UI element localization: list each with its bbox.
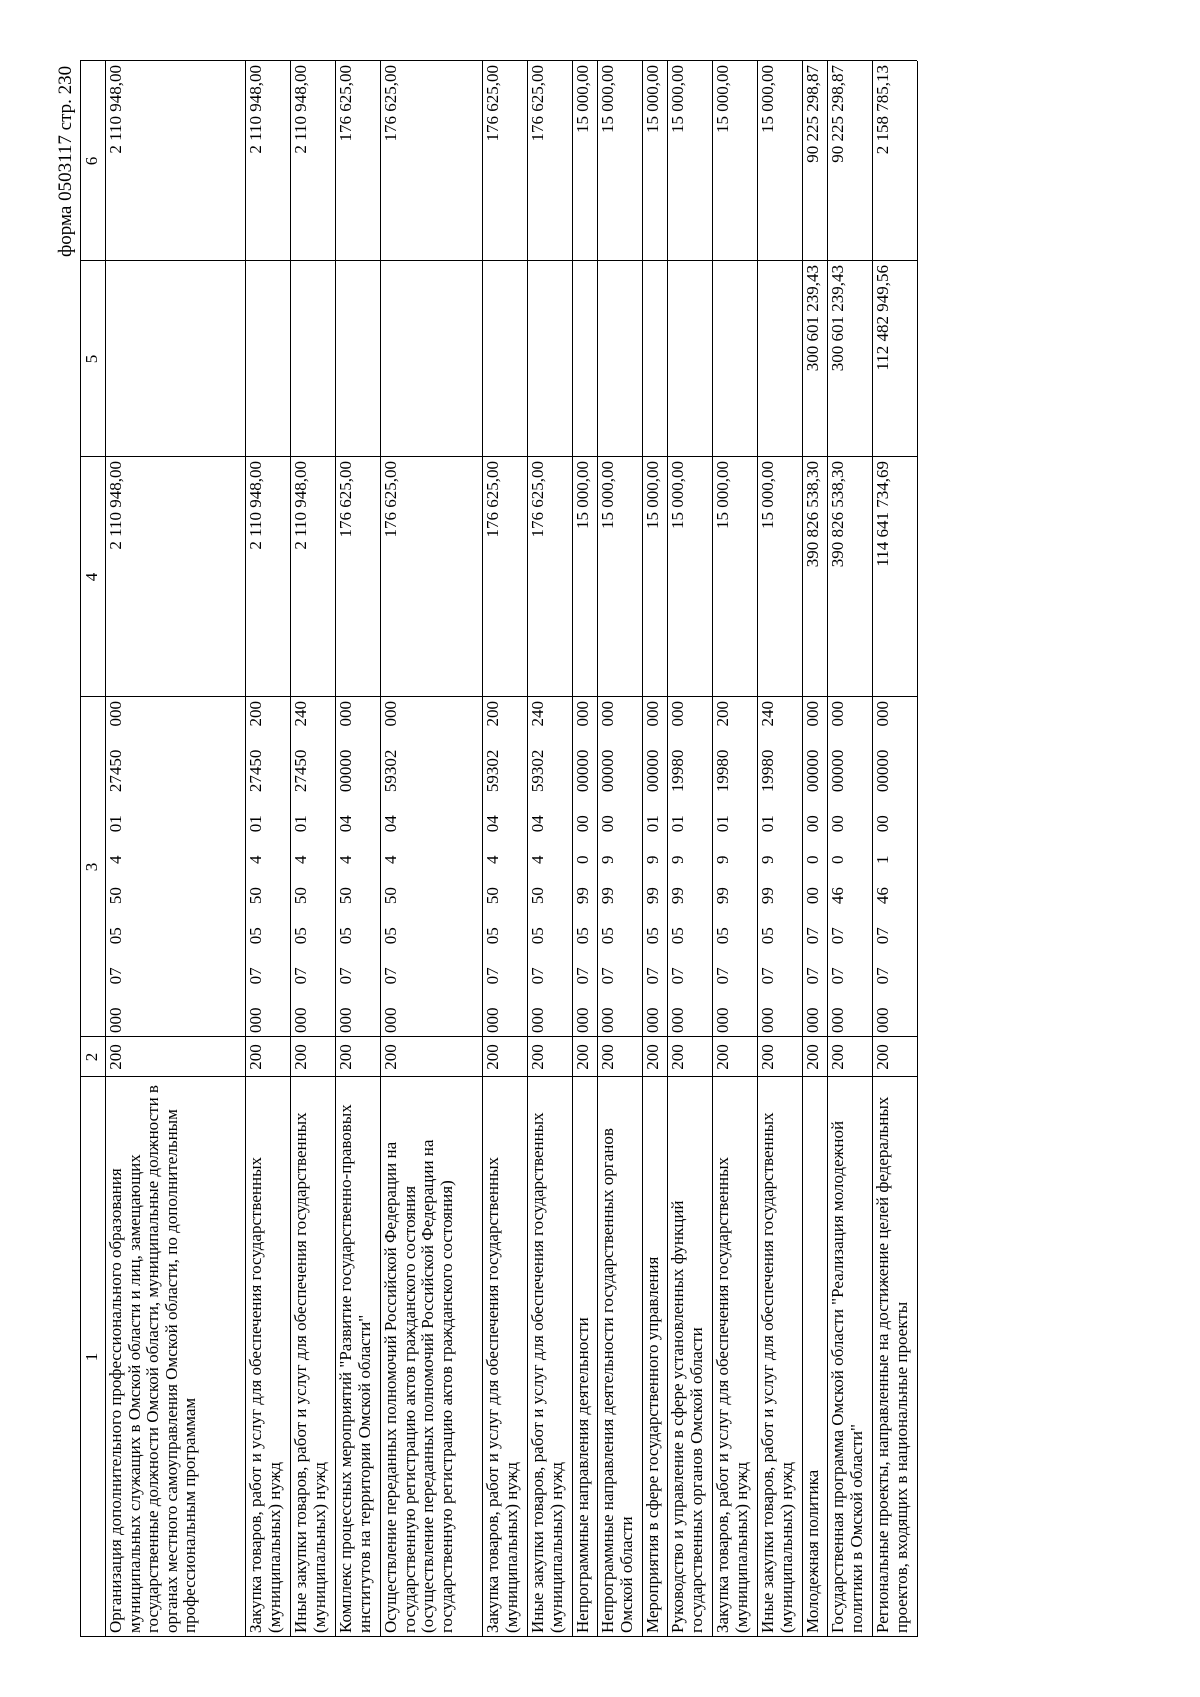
code-part: 00 <box>873 815 892 833</box>
table-rule-horizontal <box>80 61 81 1637</box>
code-part: 05 <box>246 927 265 945</box>
table-cell-code <box>245 697 290 1037</box>
code-part: 99 <box>713 887 732 905</box>
table-cell-name: Иные закупки товаров, работ и услуг для обеспечения государственных (муниципальных) нужд <box>758 1112 796 1633</box>
budget-code <box>292 701 311 1033</box>
table-cell-name: Мероприятия в сфере государственного управления <box>643 1256 662 1633</box>
code-part: 01 <box>643 815 662 833</box>
table-cell-approved: 15 000,00 <box>573 461 592 529</box>
header-cell: 4 <box>82 572 101 582</box>
table-cell-line: 200 <box>528 1044 547 1070</box>
code-part: 000 <box>106 701 125 727</box>
table-rule-vertical <box>80 260 917 261</box>
code-part: 59302 <box>381 749 400 793</box>
table-cell-unexecuted: 15 000,00 <box>598 65 617 133</box>
table-cell-unexecuted: 15 000,00 <box>713 65 732 133</box>
table-cell-line: 200 <box>873 1044 892 1070</box>
budget-code <box>804 701 823 1033</box>
table-cell-code <box>527 697 572 1037</box>
code-part: 4 <box>381 855 400 864</box>
table-cell-code <box>335 697 380 1037</box>
code-part: 07 <box>291 967 310 985</box>
table-cell-code <box>802 697 827 1037</box>
table-cell-executed <box>712 261 757 457</box>
table-cell-unexecuted: 15 000,00 <box>668 65 687 133</box>
table-cell-name: Иные закупки товаров, работ и услуг для обеспечения государственных (муниципальных) нужд <box>528 1112 566 1633</box>
code-part: 04 <box>528 815 547 833</box>
table-cell-unexecuted: 2 158 785,13 <box>873 65 892 155</box>
table-cell-line: 200 <box>573 1044 592 1070</box>
table-rule-vertical <box>80 1036 917 1037</box>
table-cell-line: 200 <box>106 1044 125 1070</box>
code-part: 4 <box>483 855 502 864</box>
code-part: 05 <box>483 927 502 945</box>
table-cell-name: Государственная программа Омской области "Реализация молодежной политики в Омской области" <box>828 1120 866 1633</box>
code-part: 07 <box>483 967 502 985</box>
budget-table <box>80 61 917 1637</box>
table-rule-horizontal <box>335 61 336 1637</box>
table-cell-name: Региональные проекты, направленные на достижение целей федеральных проектов, входящих в национальные проекты <box>873 1096 911 1633</box>
code-part: 05 <box>713 927 732 945</box>
code-part: 000 <box>291 1007 310 1033</box>
table-rule-horizontal <box>757 61 758 1637</box>
budget-code <box>529 701 548 1033</box>
code-part: 07 <box>713 967 732 985</box>
table-cell-code <box>380 697 482 1037</box>
code-part: 000 <box>803 1007 822 1033</box>
table-rule-vertical <box>80 696 917 697</box>
code-part: 50 <box>528 887 547 905</box>
code-part: 00000 <box>873 749 892 793</box>
table-cell-executed <box>572 261 597 457</box>
table-cell-approved: 2 110 948,00 <box>106 461 125 550</box>
table-rule-horizontal <box>872 61 873 1637</box>
code-part: 07 <box>528 967 547 985</box>
code-part: 99 <box>668 887 687 905</box>
table-cell-code <box>482 697 527 1037</box>
budget-code <box>484 701 503 1033</box>
table-rule-horizontal <box>667 61 668 1637</box>
table-cell-line: 200 <box>246 1044 265 1070</box>
table-cell-line: 200 <box>381 1044 400 1070</box>
table-cell-executed <box>105 261 245 457</box>
code-part: 01 <box>246 815 265 833</box>
budget-code <box>829 701 848 1033</box>
code-part: 01 <box>291 815 310 833</box>
code-part: 46 <box>828 887 847 905</box>
budget-code <box>759 701 778 1033</box>
code-part: 000 <box>668 701 687 727</box>
code-part: 07 <box>828 927 847 945</box>
code-part: 07 <box>828 967 847 985</box>
table-cell-name: Закупка товаров, работ и услуг для обеспечения государственных (муниципальных) нужд <box>713 1156 751 1633</box>
table-cell-executed <box>667 261 712 457</box>
code-part: 01 <box>106 815 125 833</box>
code-part: 59302 <box>483 749 502 793</box>
table-rule-horizontal <box>482 61 483 1637</box>
code-part: 05 <box>758 927 777 945</box>
code-part: 19980 <box>668 749 687 793</box>
code-part: 01 <box>713 815 732 833</box>
code-part: 000 <box>873 701 892 727</box>
header-cell: 3 <box>82 862 101 872</box>
header-cell: 2 <box>82 1052 101 1062</box>
table-cell-unexecuted: 2 110 948,00 <box>246 65 265 154</box>
table-cell-unexecuted: 2 110 948,00 <box>106 65 125 154</box>
code-part: 000 <box>336 701 355 727</box>
table-cell-line: 200 <box>483 1044 502 1070</box>
code-part: 200 <box>246 701 265 727</box>
table-cell-line: 200 <box>828 1044 847 1070</box>
table-cell-approved: 2 110 948,00 <box>291 461 310 550</box>
table-cell-name: Организация дополнительного профессионального образования муниципальных служащих в Омской области и лиц, замещающих государственные должности Омской области, муниципальные должности в органах местного самоуправления Омской области, по дополнительным профессиональным программам <box>106 1085 199 1633</box>
table-cell-executed: 300 601 239,43 <box>828 265 847 372</box>
table-cell-approved: 2 110 948,00 <box>246 461 265 550</box>
code-part: 000 <box>643 1007 662 1033</box>
code-part: 05 <box>336 927 355 945</box>
code-part: 00000 <box>598 749 617 793</box>
code-part: 07 <box>803 927 822 945</box>
table-cell-executed <box>597 261 642 457</box>
table-cell-approved: 176 625,00 <box>381 461 400 538</box>
table-cell-approved: 176 625,00 <box>528 461 547 538</box>
budget-code <box>874 701 893 1033</box>
table-cell-code <box>597 697 642 1037</box>
code-part: 99 <box>643 887 662 905</box>
code-part: 50 <box>381 887 400 905</box>
table-cell-code <box>105 697 245 1037</box>
code-part: 00 <box>573 815 592 833</box>
table-cell-unexecuted: 176 625,00 <box>381 65 400 142</box>
code-part: 07 <box>758 967 777 985</box>
code-part: 9 <box>713 855 732 864</box>
code-part: 59302 <box>528 749 547 793</box>
code-part: 000 <box>828 701 847 727</box>
code-part: 000 <box>336 1007 355 1033</box>
code-part: 50 <box>336 887 355 905</box>
code-part: 05 <box>668 927 687 945</box>
form-label: форма 0503117 стр. 230 <box>55 65 76 257</box>
code-part: 07 <box>106 967 125 985</box>
table-cell-code <box>827 697 872 1037</box>
code-part: 50 <box>483 887 502 905</box>
code-part: 27450 <box>291 749 310 793</box>
table-cell-approved: 176 625,00 <box>336 461 355 538</box>
code-part: 00000 <box>828 749 847 793</box>
code-part: 04 <box>483 815 502 833</box>
table-rule-horizontal <box>572 61 573 1637</box>
table-rule-horizontal <box>245 61 246 1637</box>
code-part: 000 <box>668 1007 687 1033</box>
table-rule-vertical <box>80 60 917 61</box>
table-cell-approved: 176 625,00 <box>483 461 502 538</box>
table-cell-code <box>290 697 335 1037</box>
code-part: 000 <box>828 1007 847 1033</box>
code-part: 05 <box>643 927 662 945</box>
table-cell-unexecuted: 176 625,00 <box>528 65 547 142</box>
table-rule-vertical <box>80 1076 917 1077</box>
table-cell-approved: 15 000,00 <box>643 461 662 529</box>
code-part: 07 <box>803 967 822 985</box>
header-cell: 1 <box>82 1352 101 1362</box>
code-part: 27450 <box>106 749 125 793</box>
table-cell-executed <box>642 261 667 457</box>
code-part: 07 <box>598 967 617 985</box>
table-cell-approved: 15 000,00 <box>598 461 617 529</box>
code-part: 07 <box>381 967 400 985</box>
table-cell-line: 200 <box>598 1044 617 1070</box>
code-part: 4 <box>246 855 265 864</box>
table-rule-vertical <box>80 1636 917 1637</box>
table-rule-horizontal <box>827 61 828 1637</box>
code-part: 4 <box>106 855 125 864</box>
table-cell-name: Непрограммные направления деятельности <box>573 1317 592 1633</box>
table-cell-unexecuted: 176 625,00 <box>336 65 355 142</box>
code-part: 07 <box>873 927 892 945</box>
code-part: 07 <box>336 967 355 985</box>
code-part: 000 <box>381 1007 400 1033</box>
header-cell: 5 <box>82 354 101 364</box>
table-cell-approved: 15 000,00 <box>758 461 777 529</box>
code-part: 000 <box>598 1007 617 1033</box>
table-cell-unexecuted: 176 625,00 <box>483 65 502 142</box>
code-part: 000 <box>713 1007 732 1033</box>
code-part: 07 <box>246 967 265 985</box>
table-rule-horizontal <box>105 61 106 1637</box>
table-cell-unexecuted: 15 000,00 <box>573 65 592 133</box>
table-cell-executed <box>482 261 527 457</box>
table-cell-line: 200 <box>336 1044 355 1070</box>
code-part: 07 <box>668 967 687 985</box>
code-part: 000 <box>643 701 662 727</box>
table-cell-unexecuted: 90 225 298,87 <box>828 65 847 163</box>
code-part: 200 <box>713 701 732 727</box>
code-part: 07 <box>873 967 892 985</box>
table-cell-name: Руководство и управление в сфере установленных функций государственных органов Омской области <box>668 1200 706 1633</box>
code-part: 000 <box>381 701 400 727</box>
budget-code <box>714 701 733 1033</box>
budget-code <box>382 701 401 1033</box>
code-part: 99 <box>758 887 777 905</box>
code-part: 9 <box>598 855 617 864</box>
code-part: 4 <box>291 855 310 864</box>
budget-code <box>599 701 618 1033</box>
table-cell-name: Молодежная политика <box>803 1469 822 1633</box>
table-cell-unexecuted: 15 000,00 <box>643 65 662 133</box>
table-cell-executed <box>527 261 572 457</box>
code-part: 50 <box>291 887 310 905</box>
code-part: 4 <box>336 855 355 864</box>
code-part: 07 <box>643 967 662 985</box>
code-part: 00000 <box>803 749 822 793</box>
table-rule-horizontal <box>597 61 598 1637</box>
budget-code <box>669 701 688 1033</box>
table-cell-line: 200 <box>803 1044 822 1070</box>
header-cell: 6 <box>82 156 101 166</box>
table-cell-executed <box>290 261 335 457</box>
code-part: 00000 <box>336 749 355 793</box>
code-part: 07 <box>573 967 592 985</box>
code-part: 000 <box>528 1007 547 1033</box>
table-cell-name: Непрограммные направления деятельности государственных органов Омской области <box>598 1128 636 1633</box>
budget-code <box>247 701 266 1033</box>
table-cell-line: 200 <box>758 1044 777 1070</box>
table-cell-name: Осуществление переданных полномочий Российской Федерации на государственную регистрацию актов гражданского состояния (осуществление переданных полномочий Российской Федерации на государственную регистрацию актов гражданского состояния) <box>381 1139 456 1633</box>
table-cell-code <box>667 697 712 1037</box>
code-part: 0 <box>803 855 822 864</box>
code-part: 05 <box>598 927 617 945</box>
table-cell-code <box>642 697 667 1037</box>
code-part: 240 <box>528 701 547 727</box>
code-part: 4 <box>528 855 547 864</box>
table-cell-code <box>712 697 757 1037</box>
code-part: 05 <box>106 927 125 945</box>
code-part: 05 <box>291 927 310 945</box>
code-part: 000 <box>106 1007 125 1033</box>
table-cell-executed: 300 601 239,43 <box>803 265 822 372</box>
table-cell-approved: 15 000,00 <box>713 461 732 529</box>
table-cell-executed <box>245 261 290 457</box>
budget-code <box>107 701 126 1033</box>
table-cell-name: Комплекс процессных мероприятий "Развитие государственно-правовых институтов на территории Омской области" <box>336 1104 374 1633</box>
table-cell-approved: 390 826 538,30 <box>828 461 847 568</box>
code-part: 04 <box>381 815 400 833</box>
code-part: 04 <box>336 815 355 833</box>
table-cell-approved: 390 826 538,30 <box>803 461 822 568</box>
code-part: 000 <box>803 701 822 727</box>
code-part: 05 <box>381 927 400 945</box>
table-cell-code <box>572 697 597 1037</box>
table-rule-horizontal <box>642 61 643 1637</box>
table-rule-horizontal <box>802 61 803 1637</box>
code-part: 00 <box>803 815 822 833</box>
code-part: 9 <box>758 855 777 864</box>
table-rule-horizontal <box>290 61 291 1637</box>
table-cell-line: 200 <box>668 1044 687 1070</box>
code-part: 05 <box>528 927 547 945</box>
code-part: 000 <box>246 1007 265 1033</box>
code-part: 240 <box>758 701 777 727</box>
code-part: 19980 <box>758 749 777 793</box>
table-cell-name: Иные закупки товаров, работ и услуг для обеспечения государственных (муниципальных) нужд <box>291 1112 329 1633</box>
table-cell-approved: 114 641 734,69 <box>873 461 892 567</box>
code-part: 0 <box>573 855 592 864</box>
code-part: 27450 <box>246 749 265 793</box>
table-cell-name: Закупка товаров, работ и услуг для обеспечения государственных (муниципальных) нужд <box>246 1156 284 1633</box>
budget-code <box>337 701 356 1033</box>
table-cell-unexecuted: 2 110 948,00 <box>291 65 310 154</box>
code-part: 99 <box>573 887 592 905</box>
code-part: 000 <box>758 1007 777 1033</box>
code-part: 01 <box>758 815 777 833</box>
code-part: 000 <box>598 701 617 727</box>
table-cell-executed <box>757 261 802 457</box>
table-cell-line: 200 <box>291 1044 310 1070</box>
table-cell-executed: 112 482 949,56 <box>873 265 892 371</box>
code-part: 00000 <box>573 749 592 793</box>
code-part: 200 <box>483 701 502 727</box>
table-cell-executed <box>335 261 380 457</box>
table-cell-approved: 15 000,00 <box>668 461 687 529</box>
table-rule-horizontal <box>712 61 713 1637</box>
table-rule-horizontal <box>917 61 918 1637</box>
table-rule-horizontal <box>380 61 381 1637</box>
budget-code <box>644 701 663 1033</box>
code-part: 000 <box>873 1007 892 1033</box>
table-rule-horizontal <box>527 61 528 1637</box>
code-part: 0 <box>828 855 847 864</box>
code-part: 9 <box>668 855 687 864</box>
code-part: 1 <box>873 855 892 864</box>
table-cell-unexecuted: 15 000,00 <box>758 65 777 133</box>
code-part: 05 <box>573 927 592 945</box>
code-part: 99 <box>598 887 617 905</box>
code-part: 9 <box>643 855 662 864</box>
code-part: 000 <box>483 1007 502 1033</box>
code-part: 00 <box>803 887 822 905</box>
code-part: 00 <box>598 815 617 833</box>
table-cell-unexecuted: 90 225 298,87 <box>803 65 822 163</box>
table-rule-vertical <box>80 456 917 457</box>
code-part: 00000 <box>643 749 662 793</box>
code-part: 240 <box>291 701 310 727</box>
budget-code <box>574 701 593 1033</box>
table-cell-line: 200 <box>713 1044 732 1070</box>
table-cell-code <box>872 697 917 1037</box>
code-part: 01 <box>668 815 687 833</box>
code-part: 50 <box>246 887 265 905</box>
code-part: 19980 <box>713 749 732 793</box>
code-part: 00 <box>828 815 847 833</box>
code-part: 000 <box>573 701 592 727</box>
code-part: 000 <box>573 1007 592 1033</box>
code-part: 46 <box>873 887 892 905</box>
table-cell-name: Закупка товаров, работ и услуг для обеспечения государственных (муниципальных) нужд <box>483 1156 521 1633</box>
table-cell-line: 200 <box>643 1044 662 1070</box>
table-cell-code <box>757 697 802 1037</box>
code-part: 50 <box>106 887 125 905</box>
table-cell-executed <box>380 261 482 457</box>
